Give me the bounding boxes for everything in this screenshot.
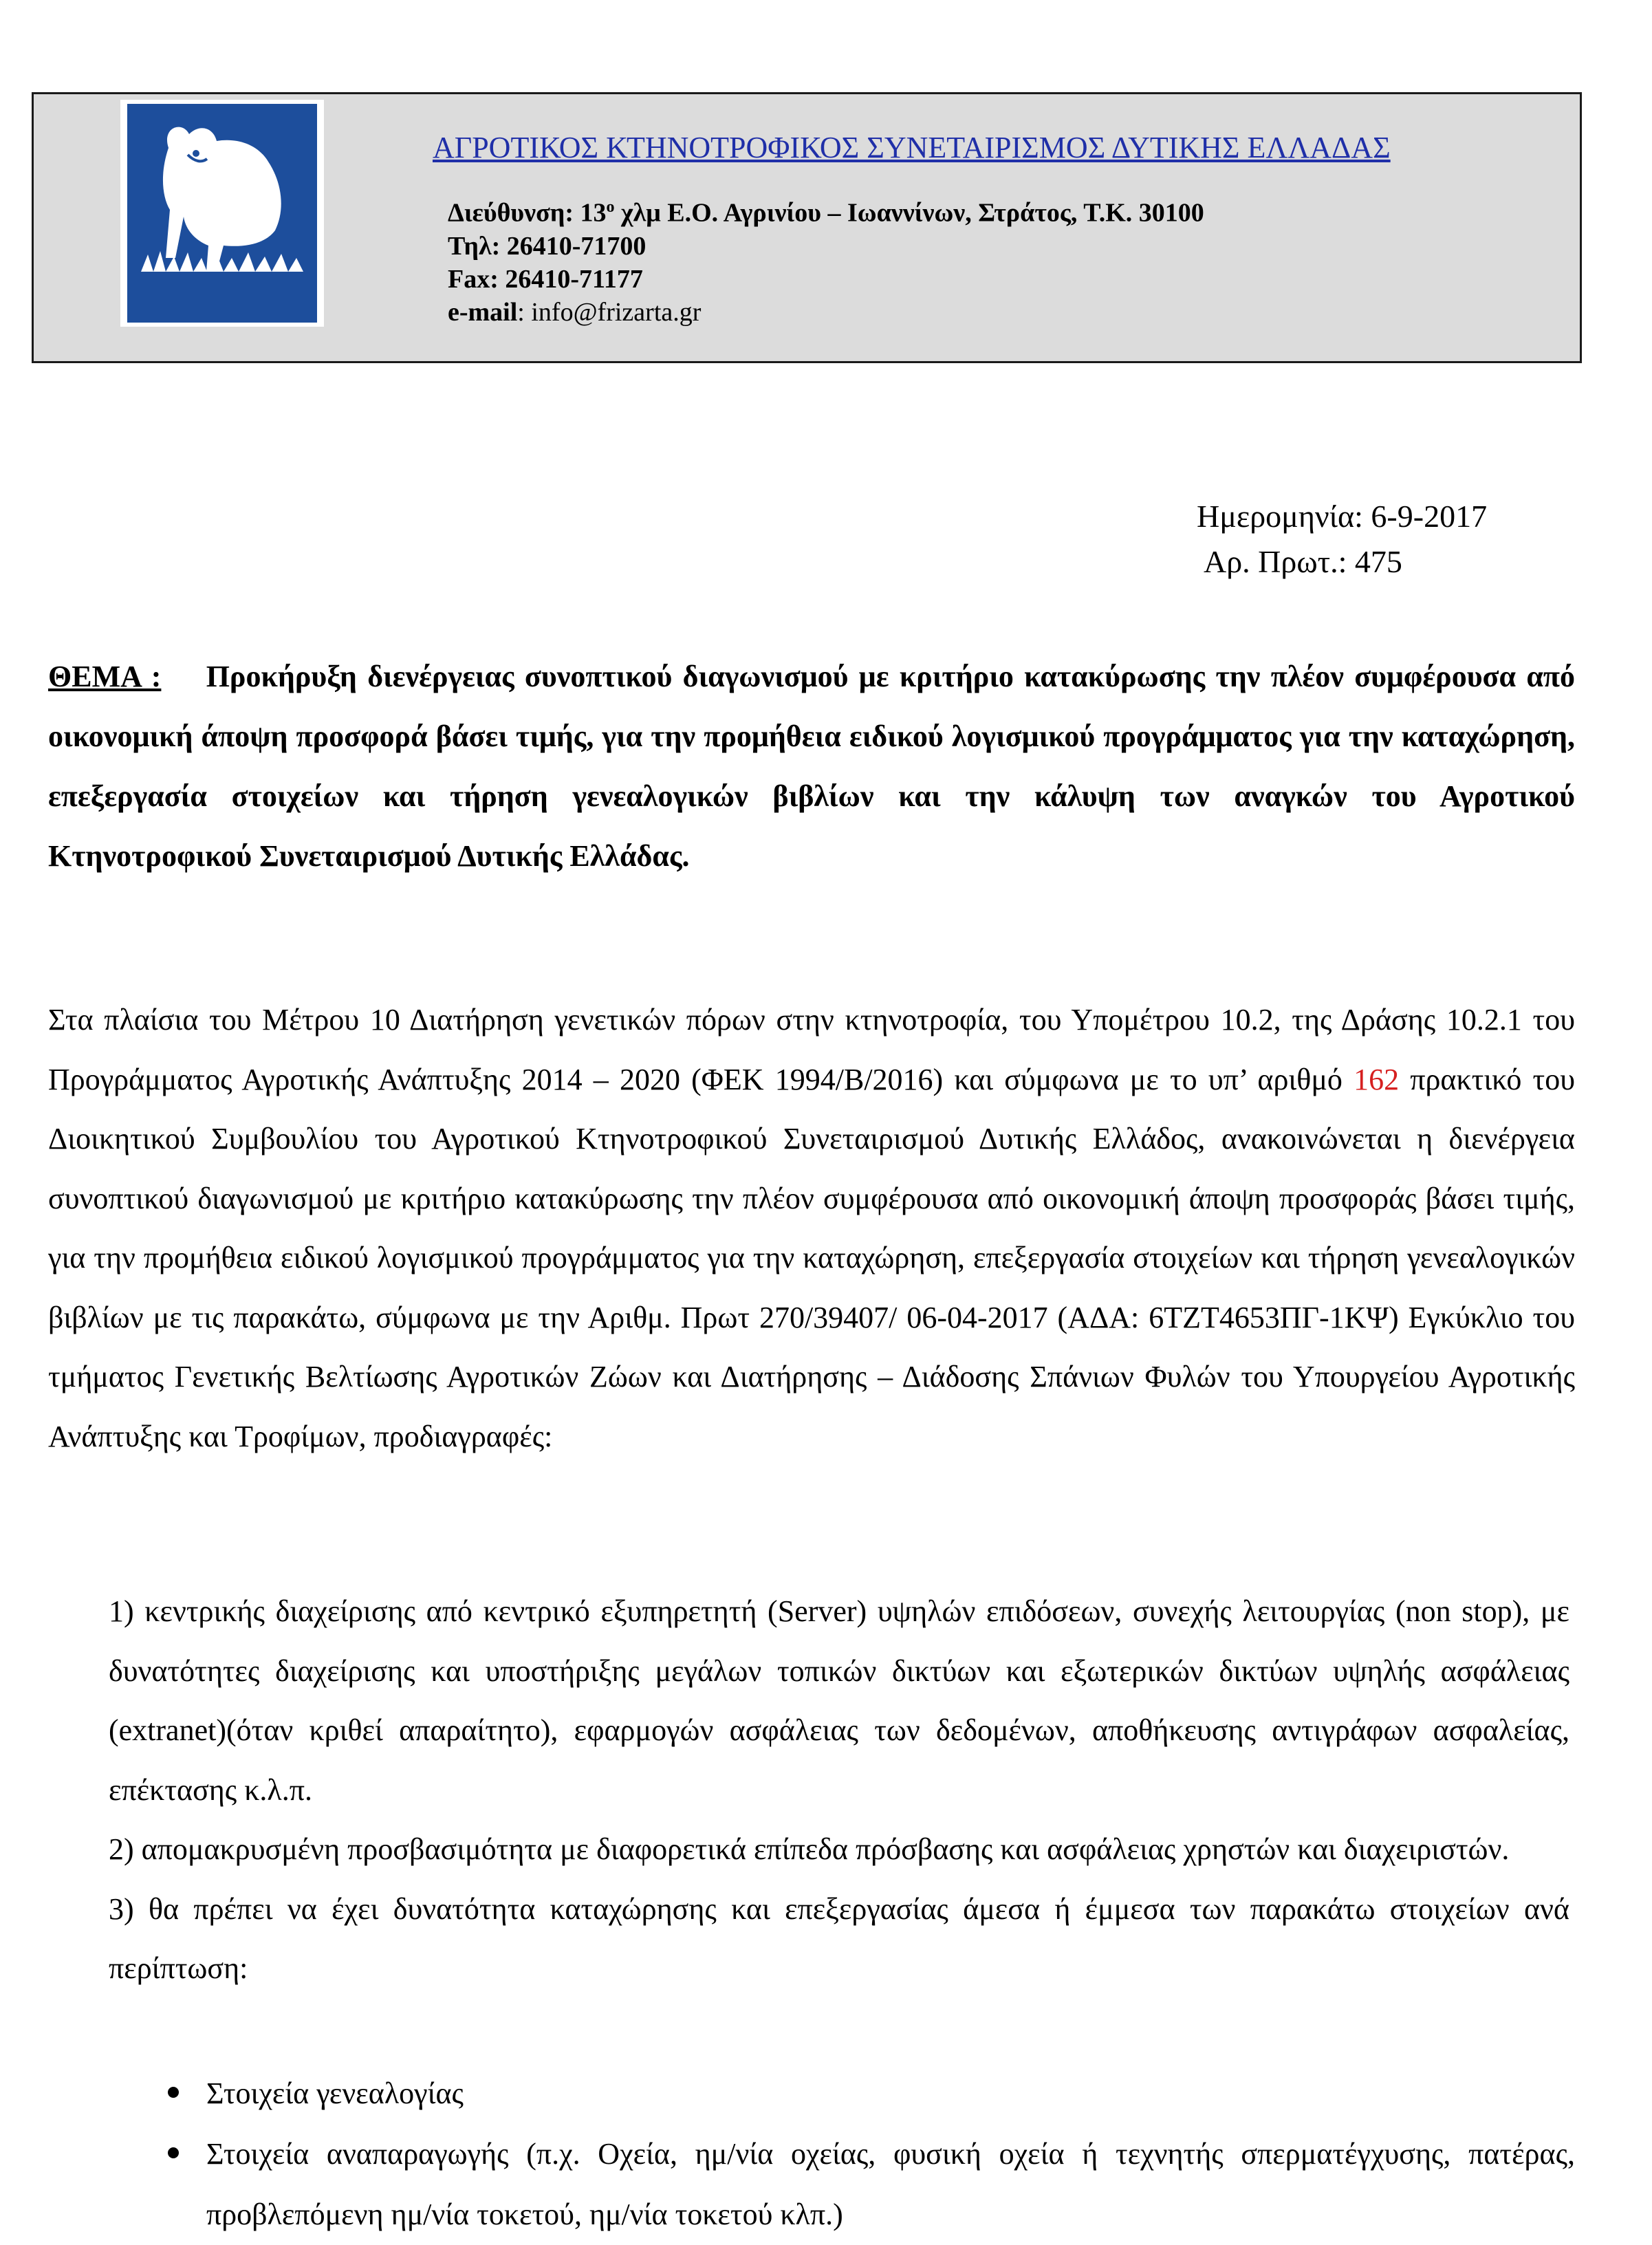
list-item: 3) θα πρέπει να έχει δυνατότητα καταχώρησης και επεξεργασίας άμεσα ή έμμεσα των παρακάτω στοιχείων ανά περίπτωση: [109,1891,1569,1985]
letterhead [32,92,1582,363]
subject-paragraph [48,647,1575,886]
cooperative-logo [120,100,324,327]
list-item: 1) κεντρικής διαχείρισης από κεντρικό εξυπηρετητή (Server) υψηλών επιδόσεων, συνεχής λειτουργίας (non stop), με δυνατότητες διαχείρισης και υποστήριξης μεγάλων τοπικών δικτύων και εξωτερικών δικτύων υψηλής ασφάλειας (extranet)(όταν κριθεί απαραίτητο), εφαρμογών ασφάλειας των δεδομένων, αποθήκευσης αντιγράφων ασφαλείας, επέκτασης κ.λ.π. [109,1594,1569,1807]
address-superscript: ο [606,198,615,216]
contact-info [448,191,1204,329]
list-item: 2) απομακρυσμένη προσβασιμότητα με διαφορετικά επίπεδα πρόσβασης και ασφάλειας χρηστών και διαχειριστών. [109,1832,1510,1866]
fax-line: Fax: 26410-71177 [448,264,643,294]
phone-line: Τηλ: 26410-71700 [448,231,646,261]
subject-text: Προκήρυξη διενέργειας συνοπτικού διαγωνισμού με κριτήριο κατακύρωσης την πλέον συμφέρουσα από οικονομική άποψη προσφορά βάσει τιμής, για την προμήθεια ειδικού λογισμικού προγράμματος για την καταχώρηση, επεξεργασία στοιχείων και τήρηση γενεαλογικών βιβλίων και την κάλυψη των αναγκών του Αγροτικού Κτηνοτροφικού Συνεταιρισμού Δυτικής Ελλάδας. [48,660,1575,873]
email-line [448,296,1204,329]
organization-title: ΑΓΡΟΤΙΚΟΣ ΚΤΗΝΟΤΡΟΦΙΚΟΣ ΣΥΝΕΤΑΙΡΙΣΜΟΣ ΔΥΤΙΚΗΣ ΕΛΛΑΔΑΣ [433,131,1391,164]
subject-label: ΘΕΜΑ : [48,660,162,693]
bullet-item: Στοιχεία γενεαλογίας [206,2063,1575,2124]
body-part-1: Στα πλαίσια του Μέτρου 10 Διατήρηση γενετικών πόρων στην κτηνοτροφία, του Υπομέτρου 10.2, της Δράσης 10.2.1 του Προγράμματος Αγροτικής Ανάπτυξης 2014 – 2020 (ΦΕΚ 1994/Β/2016) και σύμφωνα με το υπ’ αριθμό [48,1003,1575,1096]
body-part-2: πρακτικό του Διοικητικού Συμβουλίου του Αγροτικού Κτηνοτροφικού Συνεταιρισμού Δυτικής Ελλάδος, ανακοινώνεται η διενέργεια συνοπτικού διαγωνισμού με κριτήριο κατακύρωσης την πλέον συμφέρουσα από οικονομική άποψη προσφοράς βάσει τιμής, για την προμήθεια ειδικού λογισμικού προγράμματος για την καταχώρηση, επεξεργασία στοιχείων και τήρηση γενεαλογικών βιβλίων με τις παρακάτω, σύμφωνα με την Αριθμ. Πρωτ 270/39407/ 06-04-2017 (ΑΔΑ: 6ΤΖΤ4653ΠΓ-1ΚΨ) Εγκύκλιο του τμήματος Γενετικής Βελτίωσης Αγροτικών Ζώων και Διατήρησης – Διάδοσης Σπάνιων Φυλών του Υπουργείου Αγροτικής Ανάπτυξης και Τροφίμων, προδιαγραφές: [48,1062,1575,1453]
protocol-line: Αρ. Πρωτ.: 475 [1204,544,1402,579]
data-types-bullets [206,2063,1575,2245]
bullet-item: Στοιχεία αναπαραγωγής (π.χ. Οχεία, ημ/νία οχείας, φυσική οχεία ή τεχνητής σπερματέγχυσης, πατέρας, προβλεπόμενη ημ/νία τοκετού, ημ/νία τοκετού κλπ.) [206,2124,1575,2245]
body-paragraph [48,990,1575,1466]
decision-number: 162 [1354,1062,1400,1096]
specification-list [109,1582,1569,1999]
address-rest: χλμ Ε.Ο. Αγρινίου – Ιωαννίνων, Στράτος, Τ.Κ. 30100 [614,198,1204,228]
email-label: e-mail [448,297,518,327]
address-label: Διεύθυνση: 13 [448,198,607,228]
email-value: : info@frizarta.gr [517,297,702,327]
address-line [448,191,1204,230]
date-protocol-block [1197,494,1487,585]
date-line: Ημερομηνία: 6-9-2017 [1197,499,1488,534]
